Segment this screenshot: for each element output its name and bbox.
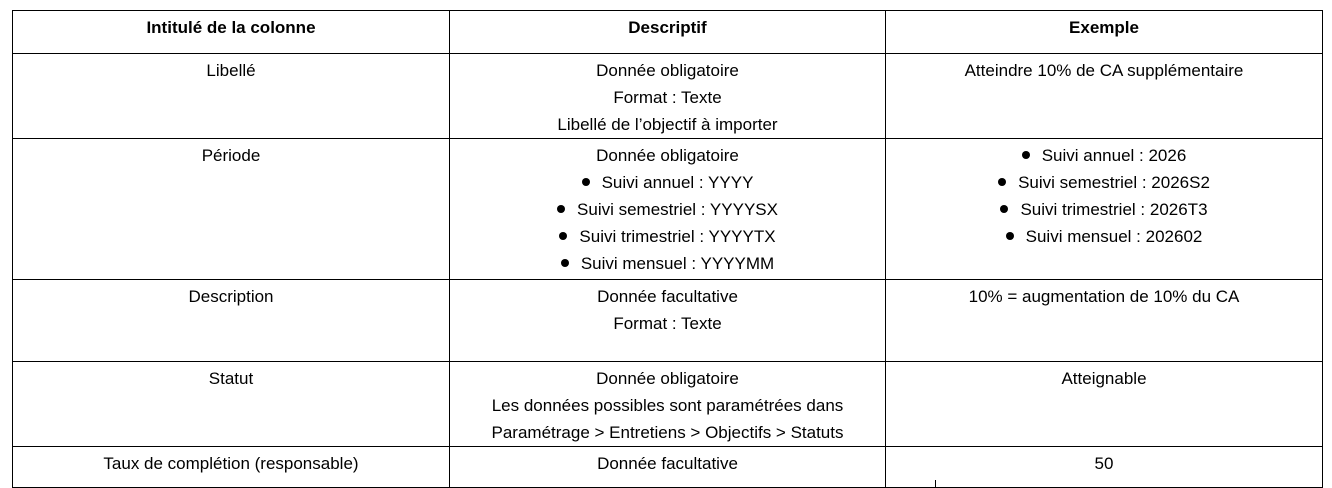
column-name: Période xyxy=(201,146,261,165)
example-cell xyxy=(886,54,1323,139)
description-cell xyxy=(450,54,886,139)
columns-spec-table xyxy=(12,10,1323,488)
bullet-text: Suivi semestriel : 2026S2 xyxy=(1018,173,1210,192)
bullet-icon xyxy=(561,259,569,267)
divider xyxy=(935,480,936,487)
column-name: Description xyxy=(188,287,274,306)
list-item xyxy=(892,169,1316,196)
example-bullet-list xyxy=(892,142,1316,250)
description-line: Paramétrage > Entretiens > Objectifs > Statuts xyxy=(491,423,844,442)
example-line: Atteindre 10% de CA supplémentaire xyxy=(964,61,1244,80)
table-row xyxy=(13,362,1323,447)
example-cell xyxy=(886,280,1323,362)
column-name: Libellé xyxy=(206,61,256,80)
description-line: Donnée obligatoire xyxy=(596,146,739,165)
bullet-icon xyxy=(1006,232,1014,240)
header-row xyxy=(13,11,1323,54)
header-example: Exemple xyxy=(886,11,1323,54)
column-name-cell xyxy=(13,362,450,447)
description-line: Donnée obligatoire xyxy=(596,369,739,388)
bullet-text: Suivi annuel : YYYY xyxy=(601,173,754,192)
bullet-text: Suivi trimestriel : 2026T3 xyxy=(1020,200,1208,219)
example-line: 10% = augmentation de 10% du CA xyxy=(968,287,1240,306)
description-cell xyxy=(450,362,886,447)
column-name-cell xyxy=(13,280,450,362)
table-row xyxy=(13,280,1323,362)
bullet-icon xyxy=(559,232,567,240)
list-item xyxy=(456,250,879,277)
list-item xyxy=(892,223,1316,250)
bullet-icon xyxy=(1022,151,1030,159)
description-line: Format : Texte xyxy=(613,314,722,333)
column-name-cell xyxy=(13,139,450,280)
description-line: Format : Texte xyxy=(613,88,722,107)
description-line: Donnée facultative xyxy=(597,287,738,306)
description-cell xyxy=(450,447,886,488)
column-name-cell xyxy=(13,54,450,139)
list-item xyxy=(892,142,1316,169)
description-line: Donnée obligatoire xyxy=(596,61,739,80)
example-line: Atteignable xyxy=(1061,369,1147,388)
bullet-text: Suivi mensuel : YYYYMM xyxy=(580,254,775,273)
description-cell xyxy=(450,280,886,362)
description-cell xyxy=(450,139,886,280)
example-cell xyxy=(886,447,1323,488)
bullet-icon xyxy=(557,205,565,213)
column-name: Statut xyxy=(208,369,254,388)
description-line: Donnée facultative xyxy=(597,454,738,473)
list-item xyxy=(456,223,879,250)
bullet-text: Suivi mensuel : 202602 xyxy=(1025,227,1203,246)
column-name-cell xyxy=(13,447,450,488)
example-cell xyxy=(886,362,1323,447)
list-item xyxy=(456,169,879,196)
bullet-text: Suivi annuel : 2026 xyxy=(1041,146,1187,165)
bullet-icon xyxy=(1000,205,1008,213)
bullet-text: Suivi semestriel : YYYYSX xyxy=(577,200,778,219)
description-line: Libellé de l’objectif à importer xyxy=(557,115,778,134)
list-item xyxy=(892,196,1316,223)
bullet-icon xyxy=(582,178,590,186)
list-item xyxy=(456,196,879,223)
description-line: Les données possibles sont paramétrées dans xyxy=(491,396,844,415)
description-bullet-list xyxy=(456,169,879,277)
table-row xyxy=(13,54,1323,139)
bullet-text: Suivi trimestriel : YYYYTX xyxy=(579,227,776,246)
header-description: Descriptif xyxy=(450,11,886,54)
example-cell xyxy=(886,139,1323,280)
table-row xyxy=(13,139,1323,280)
bullet-icon xyxy=(998,178,1006,186)
column-name: Taux de complétion (responsable) xyxy=(103,454,359,473)
table-row xyxy=(13,447,1323,488)
example-line: 50 xyxy=(1094,454,1114,473)
header-column-name: Intitulé de la colonne xyxy=(13,11,450,54)
